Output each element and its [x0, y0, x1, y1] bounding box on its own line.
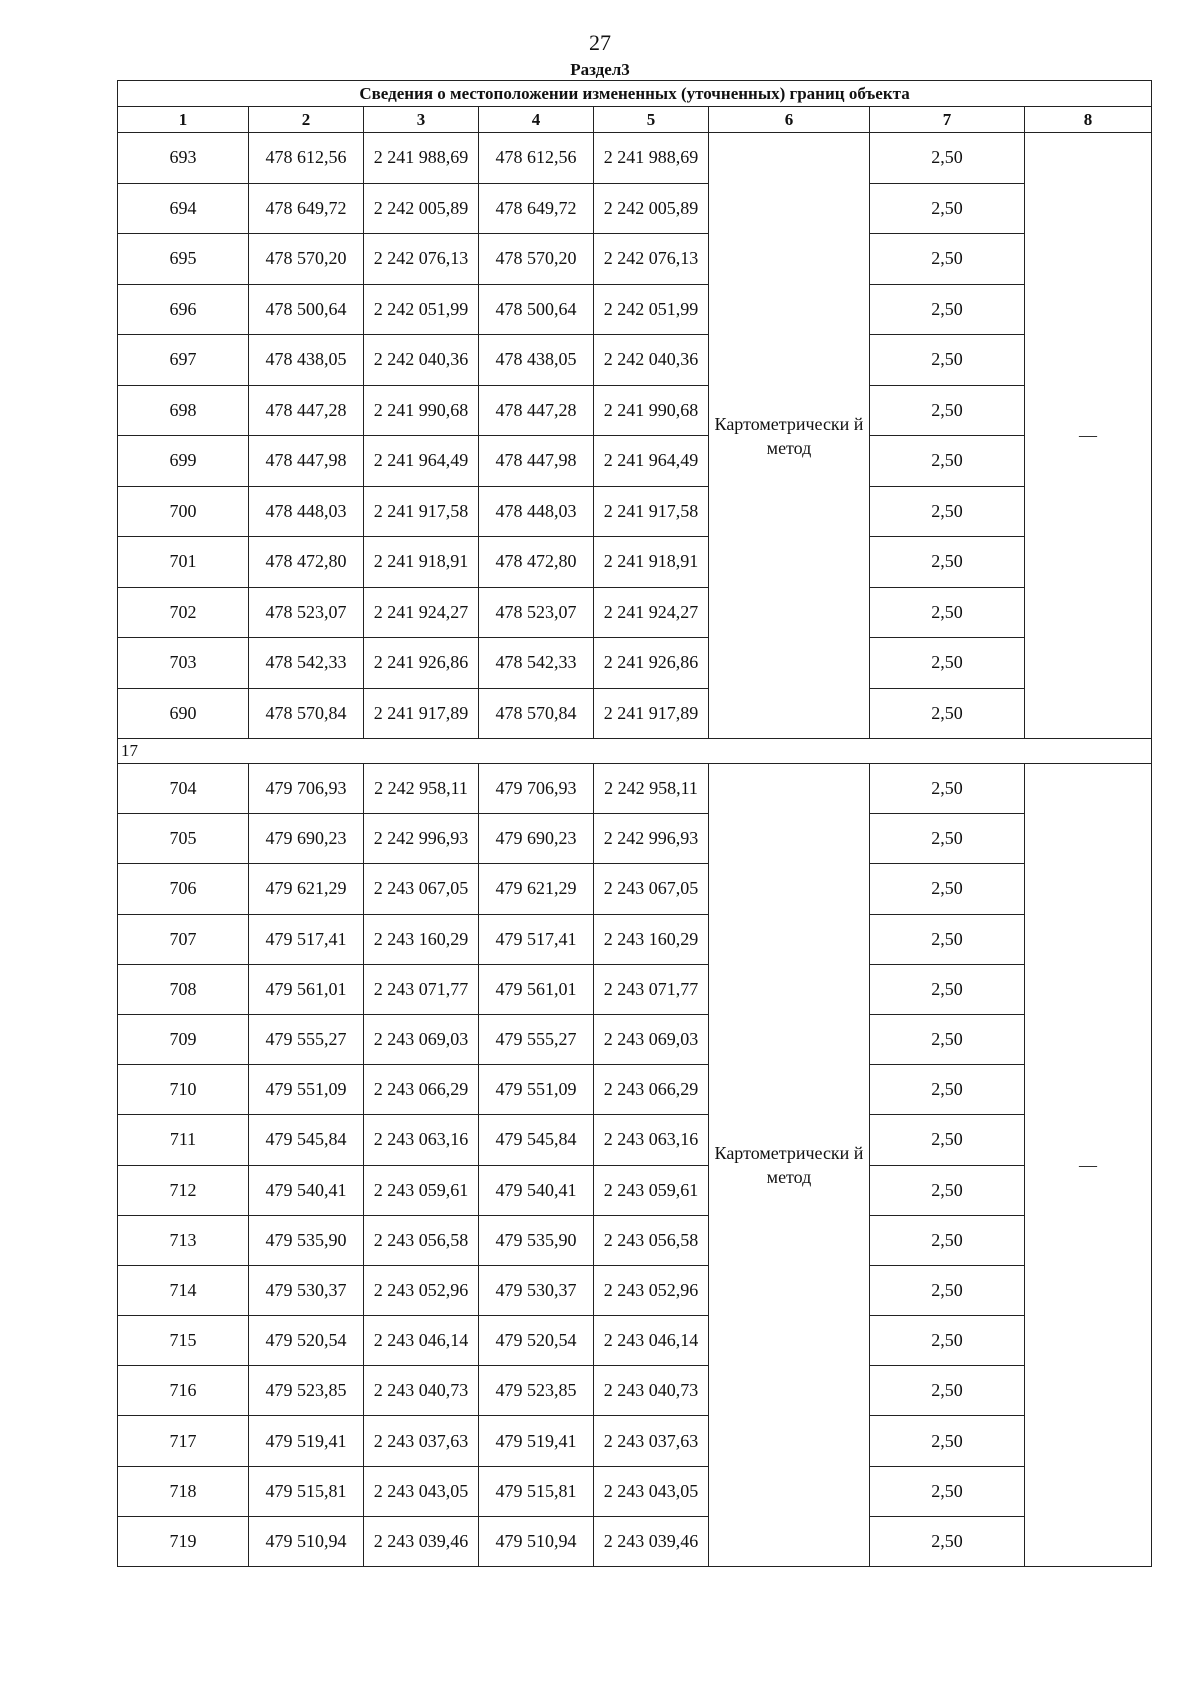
- coord-x-new-cell: 479 517,41: [479, 914, 594, 964]
- accuracy-cell: 2,50: [870, 385, 1025, 436]
- accuracy-cell: 2,50: [870, 1416, 1025, 1466]
- coord-y-cell: 2 241 988,69: [364, 133, 479, 184]
- coord-x-new-cell: 479 510,94: [479, 1516, 594, 1566]
- accuracy-cell: 2,50: [870, 764, 1025, 814]
- coord-y-new-cell: 2 243 052,96: [594, 1265, 709, 1315]
- accuracy-cell: 2,50: [870, 864, 1025, 914]
- coord-x-cell: 478 612,56: [249, 133, 364, 184]
- accuracy-cell: 2,50: [870, 1316, 1025, 1366]
- coord-x-cell: 478 523,07: [249, 587, 364, 638]
- coord-x-cell: 478 500,64: [249, 284, 364, 335]
- coord-y-new-cell: 2 243 071,77: [594, 964, 709, 1014]
- coord-x-cell: 479 530,37: [249, 1265, 364, 1315]
- accuracy-cell: 2,50: [870, 486, 1025, 537]
- point-number-cell: 718: [118, 1466, 249, 1516]
- point-number-cell: 694: [118, 183, 249, 234]
- coord-x-cell: 478 448,03: [249, 486, 364, 537]
- coord-y-new-cell: 2 243 059,61: [594, 1165, 709, 1215]
- coord-y-new-cell: 2 242 076,13: [594, 234, 709, 285]
- coord-y-cell: 2 243 040,73: [364, 1366, 479, 1416]
- coord-x-new-cell: 479 621,29: [479, 864, 594, 914]
- point-number-cell: 690: [118, 688, 249, 739]
- coord-x-new-cell: 479 706,93: [479, 764, 594, 814]
- accuracy-cell: 2,50: [870, 436, 1025, 487]
- table-row: [118, 1366, 1152, 1416]
- coord-x-new-cell: 479 545,84: [479, 1115, 594, 1165]
- point-number-cell: 707: [118, 914, 249, 964]
- coord-y-new-cell: 2 241 926,86: [594, 638, 709, 689]
- table-row: [118, 133, 1152, 184]
- group-label: 17: [118, 739, 1152, 764]
- point-number-cell: 705: [118, 814, 249, 864]
- coord-x-cell: 478 570,84: [249, 688, 364, 739]
- coord-y-new-cell: 2 243 043,05: [594, 1466, 709, 1516]
- coord-y-cell: 2 243 052,96: [364, 1265, 479, 1315]
- table-row: [118, 764, 1152, 814]
- coord-x-cell: 478 542,33: [249, 638, 364, 689]
- coord-x-new-cell: 478 448,03: [479, 486, 594, 537]
- point-number-cell: 704: [118, 764, 249, 814]
- coord-y-new-cell: 2 241 988,69: [594, 133, 709, 184]
- point-number-cell: 711: [118, 1115, 249, 1165]
- coord-x-new-cell: 479 551,09: [479, 1065, 594, 1115]
- accuracy-cell: 2,50: [870, 1215, 1025, 1265]
- coord-y-new-cell: 2 242 040,36: [594, 335, 709, 386]
- coord-x-cell: 479 540,41: [249, 1165, 364, 1215]
- accuracy-cell: 2,50: [870, 537, 1025, 588]
- point-number-cell: 697: [118, 335, 249, 386]
- table-row: [118, 486, 1152, 537]
- table-row: [118, 638, 1152, 689]
- coord-y-cell: 2 243 071,77: [364, 964, 479, 1014]
- coord-x-new-cell: 479 535,90: [479, 1215, 594, 1265]
- table-row: [118, 1416, 1152, 1466]
- table-row: [118, 1115, 1152, 1165]
- coord-x-cell: 479 690,23: [249, 814, 364, 864]
- coord-x-cell: 479 519,41: [249, 1416, 364, 1466]
- table-row: [118, 1316, 1152, 1366]
- point-number-cell: 696: [118, 284, 249, 335]
- accuracy-cell: 2,50: [870, 688, 1025, 739]
- coord-y-cell: 2 243 039,46: [364, 1516, 479, 1566]
- coord-x-cell: 479 555,27: [249, 1014, 364, 1064]
- accuracy-cell: 2,50: [870, 1265, 1025, 1315]
- coord-y-cell: 2 243 037,63: [364, 1416, 479, 1466]
- table-row: [118, 183, 1152, 234]
- coord-x-new-cell: 479 561,01: [479, 964, 594, 1014]
- coord-y-new-cell: 2 243 069,03: [594, 1014, 709, 1064]
- coord-x-new-cell: 478 523,07: [479, 587, 594, 638]
- point-number-cell: 703: [118, 638, 249, 689]
- coord-x-cell: 478 447,28: [249, 385, 364, 436]
- table-caption-row: [118, 81, 1152, 107]
- table-row: [118, 436, 1152, 487]
- point-number-cell: 712: [118, 1165, 249, 1215]
- coord-y-cell: 2 242 958,11: [364, 764, 479, 814]
- table-row: [118, 234, 1152, 285]
- coord-x-cell: 479 523,85: [249, 1366, 364, 1416]
- coord-x-cell: 478 438,05: [249, 335, 364, 386]
- accuracy-cell: 2,50: [870, 335, 1025, 386]
- coord-y-cell: 2 241 990,68: [364, 385, 479, 436]
- coord-y-cell: 2 242 996,93: [364, 814, 479, 864]
- accuracy-cell: 2,50: [870, 638, 1025, 689]
- coord-y-cell: 2 241 918,91: [364, 537, 479, 588]
- coord-y-cell: 2 243 059,61: [364, 1165, 479, 1215]
- coord-y-new-cell: 2 243 040,73: [594, 1366, 709, 1416]
- coord-x-cell: 479 517,41: [249, 914, 364, 964]
- coord-y-new-cell: 2 243 046,14: [594, 1316, 709, 1366]
- coord-x-cell: 479 706,93: [249, 764, 364, 814]
- table-row: [118, 1014, 1152, 1064]
- point-number-cell: 715: [118, 1316, 249, 1366]
- table-caption: Сведения о местоположении измененных (уточненных) границ объекта: [118, 81, 1152, 107]
- table-row: [118, 537, 1152, 588]
- point-number-cell: 716: [118, 1366, 249, 1416]
- coord-y-cell: 2 241 917,58: [364, 486, 479, 537]
- table-row: [118, 688, 1152, 739]
- table-row: [118, 964, 1152, 1014]
- coord-x-cell: 478 472,80: [249, 537, 364, 588]
- column-number: 4: [479, 107, 594, 133]
- coord-x-new-cell: 479 530,37: [479, 1265, 594, 1315]
- table-row: [118, 1516, 1152, 1566]
- point-number-cell: 706: [118, 864, 249, 914]
- point-number-cell: 713: [118, 1215, 249, 1265]
- point-number-cell: 701: [118, 537, 249, 588]
- coord-x-cell: 478 447,98: [249, 436, 364, 487]
- point-number-cell: 709: [118, 1014, 249, 1064]
- coord-y-new-cell: 2 242 005,89: [594, 183, 709, 234]
- table-row: [118, 914, 1152, 964]
- point-number-cell: 698: [118, 385, 249, 436]
- column-number: 3: [364, 107, 479, 133]
- coord-y-new-cell: 2 243 160,29: [594, 914, 709, 964]
- accuracy-cell: 2,50: [870, 1516, 1025, 1566]
- coord-x-cell: 479 535,90: [249, 1215, 364, 1265]
- coord-y-new-cell: 2 242 996,93: [594, 814, 709, 864]
- coord-x-new-cell: 478 447,28: [479, 385, 594, 436]
- accuracy-cell: 2,50: [870, 284, 1025, 335]
- accuracy-cell: 2,50: [870, 1366, 1025, 1416]
- coord-x-new-cell: 479 523,85: [479, 1366, 594, 1416]
- page-number: 27: [589, 30, 611, 55]
- accuracy-cell: 2,50: [870, 1014, 1025, 1064]
- coord-x-new-cell: 478 570,20: [479, 234, 594, 285]
- table-row: [118, 1466, 1152, 1516]
- column-8-cell: —: [1025, 133, 1152, 739]
- table-row: [118, 335, 1152, 386]
- table-row: [118, 864, 1152, 914]
- coord-y-new-cell: 2 241 917,89: [594, 688, 709, 739]
- coord-y-cell: 2 243 160,29: [364, 914, 479, 964]
- coord-x-new-cell: 479 520,54: [479, 1316, 594, 1366]
- accuracy-cell: 2,50: [870, 814, 1025, 864]
- coordinates-table: [117, 80, 1152, 1567]
- point-number-cell: 714: [118, 1265, 249, 1315]
- coord-x-cell: 479 520,54: [249, 1316, 364, 1366]
- accuracy-cell: 2,50: [870, 1065, 1025, 1115]
- coord-x-cell: 479 510,94: [249, 1516, 364, 1566]
- column-number: 5: [594, 107, 709, 133]
- section-title: Раздел3: [570, 60, 630, 79]
- accuracy-cell: 2,50: [870, 183, 1025, 234]
- coord-y-new-cell: 2 241 964,49: [594, 436, 709, 487]
- point-number-cell: 719: [118, 1516, 249, 1566]
- column-number: 2: [249, 107, 364, 133]
- coord-x-cell: 479 561,01: [249, 964, 364, 1014]
- coord-y-cell: 2 242 076,13: [364, 234, 479, 285]
- coord-x-new-cell: 478 438,05: [479, 335, 594, 386]
- table-row: [118, 1165, 1152, 1215]
- coord-x-new-cell: 478 570,84: [479, 688, 594, 739]
- coord-y-cell: 2 242 040,36: [364, 335, 479, 386]
- coord-y-cell: 2 243 046,14: [364, 1316, 479, 1366]
- table-row: [118, 385, 1152, 436]
- coord-x-new-cell: 479 555,27: [479, 1014, 594, 1064]
- method-cell: Картометрически й метод: [709, 133, 870, 739]
- coord-y-cell: 2 241 924,27: [364, 587, 479, 638]
- coord-x-cell: 479 515,81: [249, 1466, 364, 1516]
- coord-y-new-cell: 2 243 063,16: [594, 1115, 709, 1165]
- column-number: 1: [118, 107, 249, 133]
- table-row: [118, 1215, 1152, 1265]
- coord-y-new-cell: 2 241 990,68: [594, 385, 709, 436]
- point-number-cell: 717: [118, 1416, 249, 1466]
- column-number: 8: [1025, 107, 1152, 133]
- coord-y-cell: 2 243 063,16: [364, 1115, 479, 1165]
- accuracy-cell: 2,50: [870, 964, 1025, 1014]
- accuracy-cell: 2,50: [870, 1115, 1025, 1165]
- point-number-cell: 693: [118, 133, 249, 184]
- accuracy-cell: 2,50: [870, 1165, 1025, 1215]
- table-row: [118, 814, 1152, 864]
- accuracy-cell: 2,50: [870, 587, 1025, 638]
- point-number-cell: 710: [118, 1065, 249, 1115]
- coord-x-new-cell: 478 472,80: [479, 537, 594, 588]
- point-number-cell: 699: [118, 436, 249, 487]
- coord-y-new-cell: 2 241 917,58: [594, 486, 709, 537]
- coord-y-new-cell: 2 243 037,63: [594, 1416, 709, 1466]
- table-row: [118, 587, 1152, 638]
- point-number-cell: 702: [118, 587, 249, 638]
- coord-x-new-cell: 478 612,56: [479, 133, 594, 184]
- point-number-cell: 695: [118, 234, 249, 285]
- point-number-cell: 700: [118, 486, 249, 537]
- coord-x-new-cell: 479 690,23: [479, 814, 594, 864]
- accuracy-cell: 2,50: [870, 914, 1025, 964]
- coord-y-cell: 2 241 917,89: [364, 688, 479, 739]
- coord-y-cell: 2 243 043,05: [364, 1466, 479, 1516]
- coord-x-new-cell: 479 519,41: [479, 1416, 594, 1466]
- table-row: [118, 1065, 1152, 1115]
- coord-y-cell: 2 241 964,49: [364, 436, 479, 487]
- coord-y-cell: 2 242 051,99: [364, 284, 479, 335]
- coord-y-new-cell: 2 243 066,29: [594, 1065, 709, 1115]
- accuracy-cell: 2,50: [870, 234, 1025, 285]
- coord-y-cell: 2 241 926,86: [364, 638, 479, 689]
- coord-x-new-cell: 478 500,64: [479, 284, 594, 335]
- column-number: 7: [870, 107, 1025, 133]
- accuracy-cell: 2,50: [870, 133, 1025, 184]
- point-number-cell: 708: [118, 964, 249, 1014]
- coord-x-new-cell: 478 649,72: [479, 183, 594, 234]
- coord-x-cell: 479 551,09: [249, 1065, 364, 1115]
- coord-y-new-cell: 2 243 067,05: [594, 864, 709, 914]
- coord-x-cell: 479 621,29: [249, 864, 364, 914]
- column-8-cell: —: [1025, 764, 1152, 1567]
- column-number-row: [118, 107, 1152, 133]
- coord-y-new-cell: 2 243 056,58: [594, 1215, 709, 1265]
- table-row: [118, 1265, 1152, 1315]
- coord-y-new-cell: 2 241 924,27: [594, 587, 709, 638]
- coord-x-new-cell: 479 515,81: [479, 1466, 594, 1516]
- coord-x-new-cell: 478 447,98: [479, 436, 594, 487]
- coord-x-new-cell: 479 540,41: [479, 1165, 594, 1215]
- column-number: 6: [709, 107, 870, 133]
- table-row: [118, 284, 1152, 335]
- coord-y-new-cell: 2 242 958,11: [594, 764, 709, 814]
- coord-y-new-cell: 2 241 918,91: [594, 537, 709, 588]
- coord-y-cell: 2 243 069,03: [364, 1014, 479, 1064]
- group-label-row: [118, 739, 1152, 764]
- coord-x-cell: 478 570,20: [249, 234, 364, 285]
- coord-y-cell: 2 242 005,89: [364, 183, 479, 234]
- coord-y-new-cell: 2 242 051,99: [594, 284, 709, 335]
- coord-y-new-cell: 2 243 039,46: [594, 1516, 709, 1566]
- coord-x-cell: 479 545,84: [249, 1115, 364, 1165]
- coord-y-cell: 2 243 067,05: [364, 864, 479, 914]
- method-cell: Картометрически й метод: [709, 764, 870, 1567]
- coord-y-cell: 2 243 066,29: [364, 1065, 479, 1115]
- accuracy-cell: 2,50: [870, 1466, 1025, 1516]
- coord-x-new-cell: 478 542,33: [479, 638, 594, 689]
- coord-y-cell: 2 243 056,58: [364, 1215, 479, 1265]
- coord-x-cell: 478 649,72: [249, 183, 364, 234]
